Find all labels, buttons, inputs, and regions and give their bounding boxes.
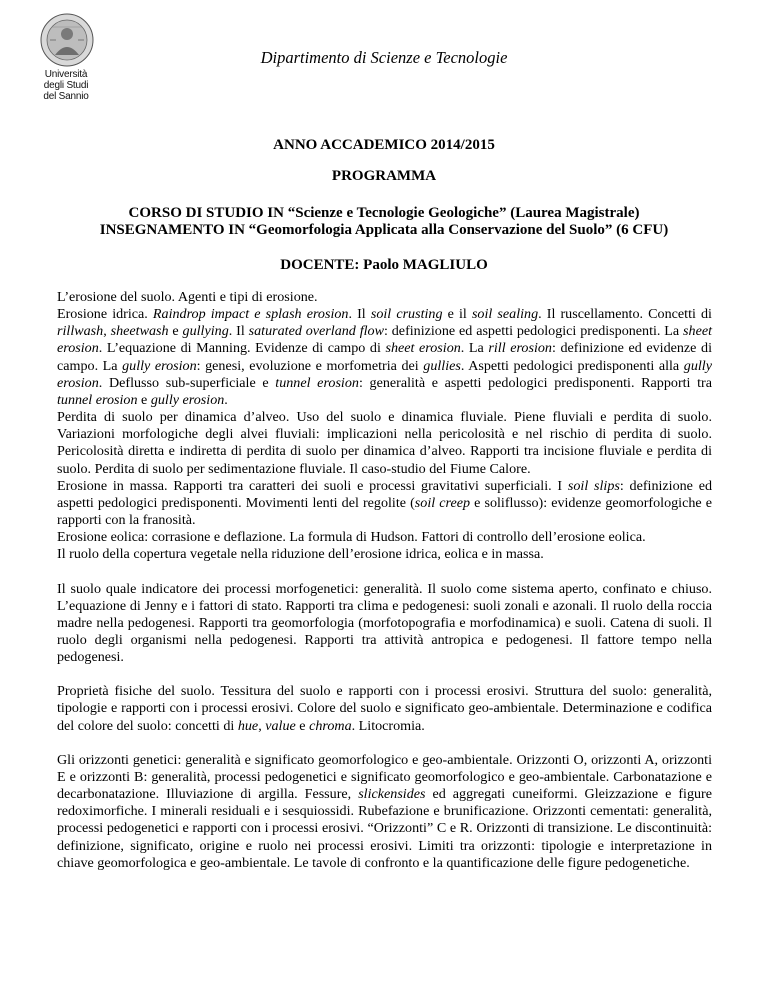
paragraph-line: Perdita di suolo per dinamica d’alveo. Uso del suolo e dinamica fluviale. Piene fluviali e perdita di suolo. Variazioni morfologiche degli alvei fluviali: implicazioni nella pericolosità e nel rischio di perdita di suolo. Pericolosità diretta e indiretta di perdita di suolo per dinamica d’alveo. Rapporti tra incisione fluviale e perdita di suolo. Perdita di suolo per sedimentazione fluviale. Il caso-studio del Fiume Calore. — [57, 409, 712, 477]
academic-year: ANNO ACCADEMICO 2014/2015 — [273, 137, 495, 153]
course-title: CORSO DI STUDIO IN “Scienze e Tecnologie Geologiche” (Laurea Magistrale) — [128, 205, 640, 221]
subject-title: INSEGNAMENTO IN “Geomorfologia Applicata alla Conservazione del Suolo” (6 CFU) — [99, 222, 669, 238]
logo-line-1: Università — [44, 69, 88, 80]
logo-line-3: del Sannio — [43, 91, 89, 102]
department-title: Dipartimento di Scienze e Tecnologie — [260, 48, 508, 67]
logo-line-2: degli Studi — [43, 80, 89, 91]
paragraph-line: Erosione in massa. Rapporti tra caratteri dei suoli e processi gravitativi superficiali. I soil slips: definizione ed aspetti pedologici predisponenti. Movimenti lenti del regolite (soil creep e soliflusso): evidenze geomorfologiche e rapporti con la franosità. — [57, 477, 712, 529]
paragraph-erosion — [57, 289, 712, 564]
paragraph-line: L’erosione del suolo. Agenti e tipi di erosione. — [57, 289, 318, 305]
program-heading: PROGRAMMA — [331, 168, 437, 184]
university-logo-text — [34, 69, 98, 102]
paragraph-physical-properties: Proprietà fisiche del suolo. Tessitura del suolo e rapporti con i processi erosivi. Struttura del suolo: generalità, tipologie e rapporti con i processi erosivi. Colore del suolo e significato geo-ambientale. Determinazione e codifica del colore del suolo: concetti di hue, value e chroma. Litocromia. — [57, 683, 712, 734]
paragraph-line: Il ruolo della copertura vegetale nella riduzione dell’erosione idrica, eolica e in massa. — [57, 546, 544, 563]
program-content — [57, 289, 712, 889]
paragraph-pedogenesis: Il suolo quale indicatore dei processi morfogenetici: generalità. Il suolo come sistema aperto, confinato e chiuso. L’equazione di Jenny e i fattori di stato. Rapporti tra clima e pedogenesi: suoli zonali e azonali. Il ruolo della roccia madre nella pedogenesi. Rapporti tra geomorfologia (morfotopografia e morfodinamica) e suoli. Catena di suoli. Il ruolo degli organismi nella pedogenesi. Rapporti tra attività antropica e pedogenesi. Il fattore tempo nella pedogenesi. — [57, 580, 712, 666]
paragraph-genetic-horizons: Gli orizzonti genetici: generalità e significato geomorfologico e geo-ambientale. Orizzonti O, orizzonti A, orizzonti E e orizzonti B: generalità, processi pedogenetici e significato geomorfologico e geo-ambientale. Carbonatazione e decarbonatazione. Illuviazione di argilla. Fessure, slickensides ed aggregati cuneiformi. Gleizzazione e figure redoximorfiche. I minerali residuali e i sesquiossidi. Rubefazione e brunificazione. Orizzonti cementati: generalità, processi pedogenetici e rapporti con i processi erosivi. “Orizzonti” C e R. Orizzonti di transizione. Le discontinuità: definizione, significato, origine e ruolo nei processi erosivi. Limiti tra orizzonti: tipologie e interpretazione in chiave geomorfologica e geo-ambientale. Le tavole di confronto e la quantificazione delle figure pedogenetiche. — [57, 751, 712, 871]
paragraph-line: Erosione idrica. Raindrop impact e splash erosion. Il soil crusting e il soil sealing. Il ruscellamento. Concetti di rillwash, sheetwash e gullying. Il saturated overland flow: definizione ed aspetti pedologici predisponenti. La sheet erosion. L’equazione di Manning. Evidenze di campo di sheet erosion. La rill erosion: definizione ed evidenze di campo. La gully erosion: genesi, evoluzione e morfometria dei gullies. Aspetti pedologici predisponenti alla gully erosion. Deflusso sub-superficiale e tunnel erosion: generalità e aspetti pedologici predisponenti. Rapporti tra tunnel erosion e gully erosion. — [57, 306, 713, 408]
teacher-line: DOCENTE: Paolo MAGLIULO — [280, 257, 488, 273]
paragraph-line: Erosione eolica: corrasione e deflazione. La formula di Hudson. Fattori di controllo dell’erosione eolica. — [57, 529, 646, 546]
